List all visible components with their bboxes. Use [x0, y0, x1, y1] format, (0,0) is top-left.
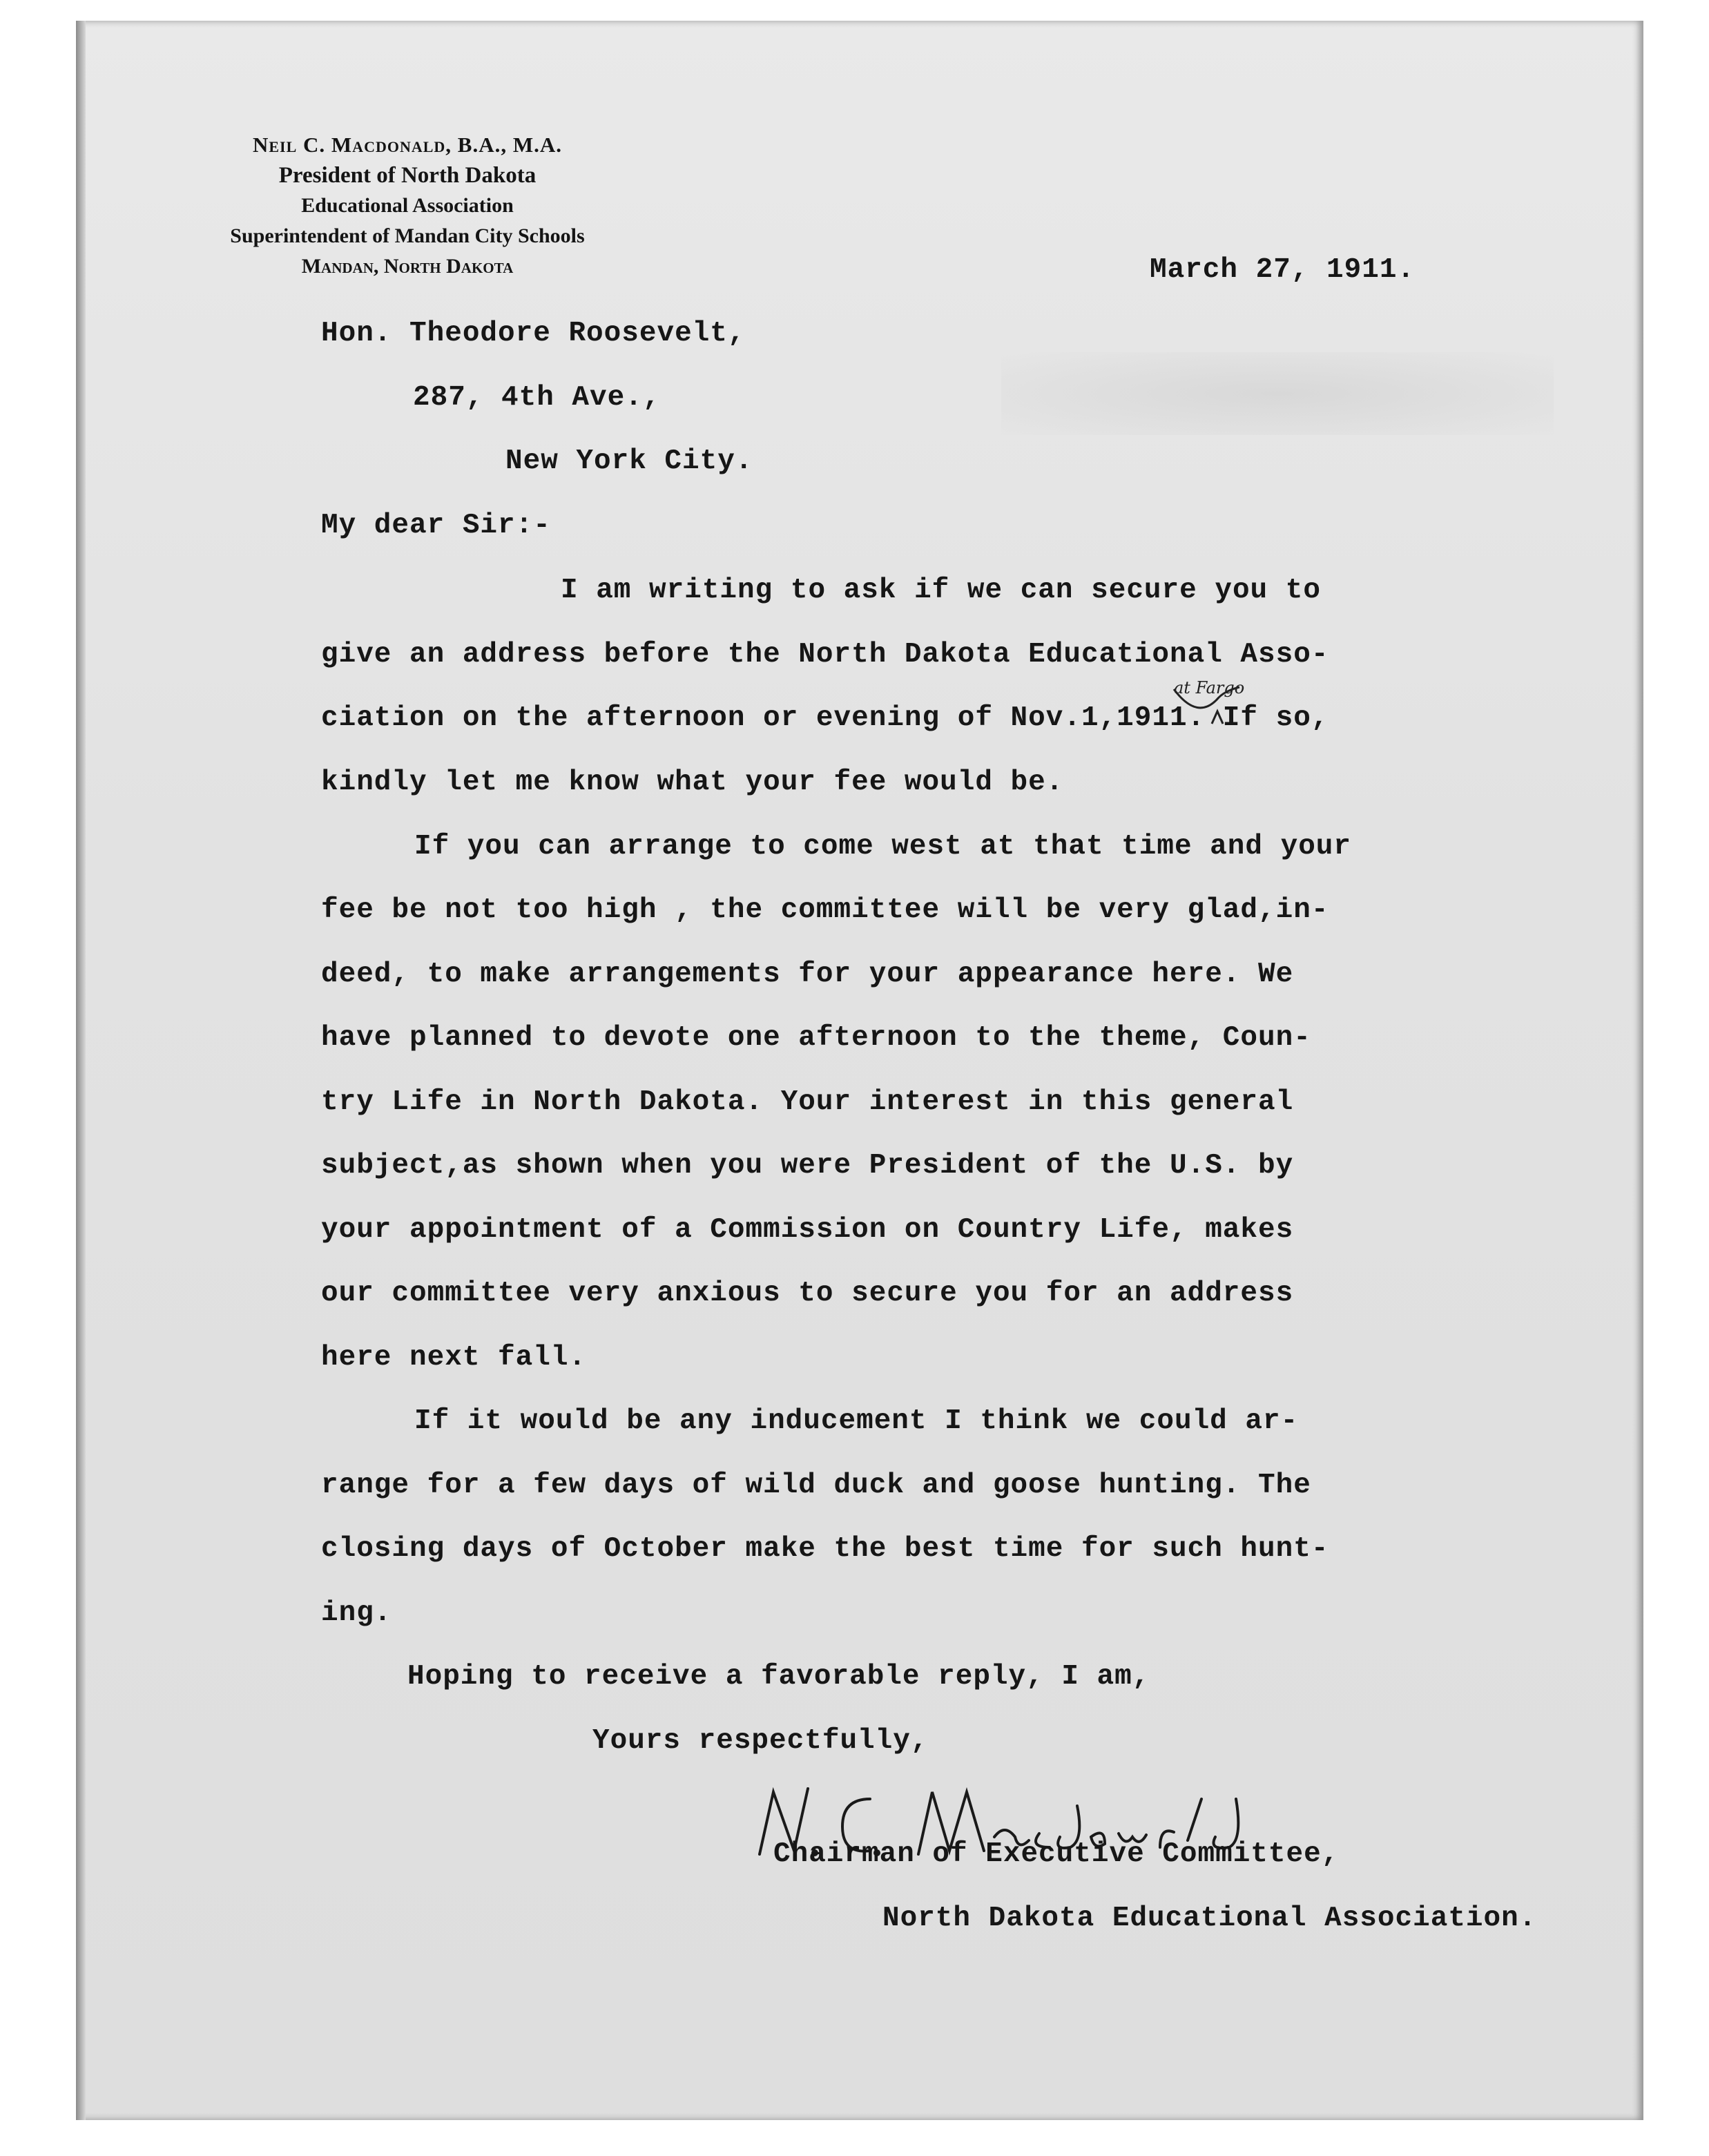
body-line: your appointment of a Commission on Country Life, makes: [321, 1214, 1294, 1246]
body-line: ciation on the afternoon or evening of Nov.1,1911. If so,: [321, 702, 1329, 734]
insertion-caret-icon: [1170, 684, 1246, 725]
closing-line: Hoping to receive a favorable reply, I am,: [407, 1661, 1150, 1693]
signature-title-1: Chairman of Executive Committee,: [773, 1838, 1340, 1870]
recipient-address: 287, 4th Ave.,: [413, 382, 661, 414]
body-line: closing days of October make the best time for such hunt-: [321, 1533, 1329, 1565]
body-line: give an address before the North Dakota Educational Asso-: [321, 639, 1329, 671]
body-line: ing.: [321, 1597, 392, 1629]
recipient-name: Hon. Theodore Roosevelt,: [321, 318, 746, 349]
body-line: fee be not too high , the committee will be very glad,in-: [321, 894, 1329, 926]
letterhead-line3: Superintendent of Mandan City Schools: [230, 224, 585, 247]
letterhead-line4: Mandan, North Dakota: [301, 255, 514, 278]
handwritten-insert: at Fargo: [1174, 678, 1245, 697]
body-line: subject,as shown when you were President of the U.S. by: [321, 1150, 1294, 1182]
body-line: our committee very anxious to secure you for an address: [321, 1278, 1294, 1309]
letterhead: [193, 130, 621, 282]
paper-edge-shadow: [76, 21, 86, 2120]
letterhead-line1: President of North Dakota: [278, 163, 537, 188]
letterhead-line2: Educational Association: [301, 194, 514, 217]
signature-title-2: North Dakota Educational Association.: [882, 1903, 1537, 1934]
body-line: If it would be any inducement I think we could ar-: [414, 1405, 1299, 1437]
body-line: I am writing to ask if we can secure you to: [561, 575, 1321, 606]
recipient-city: New York City.: [505, 445, 753, 477]
closing: Yours respectfully,: [592, 1725, 929, 1757]
body-line: deed, to make arrangements for your appearance here. We: [321, 959, 1294, 990]
body-line: If you can arrange to come west at that time and your: [414, 831, 1352, 863]
body-line: try Life in North Dakota. Your interest in this general: [321, 1086, 1294, 1118]
body-line: here next fall.: [321, 1342, 587, 1374]
letterhead-name: Neil C. Macdonald, B.A., M.A.: [252, 133, 562, 157]
salutation: My dear Sir:-: [321, 510, 551, 541]
body-line: kindly let me know what your fee would be.: [321, 767, 1064, 798]
body-line: have planned to devote one afternoon to the theme, Coun-: [321, 1022, 1311, 1054]
body-line: range for a few days of wild duck and goose hunting. The: [321, 1470, 1311, 1501]
paper-stain: [1001, 352, 1554, 435]
letter-date: March 27, 1911.: [1150, 254, 1416, 286]
